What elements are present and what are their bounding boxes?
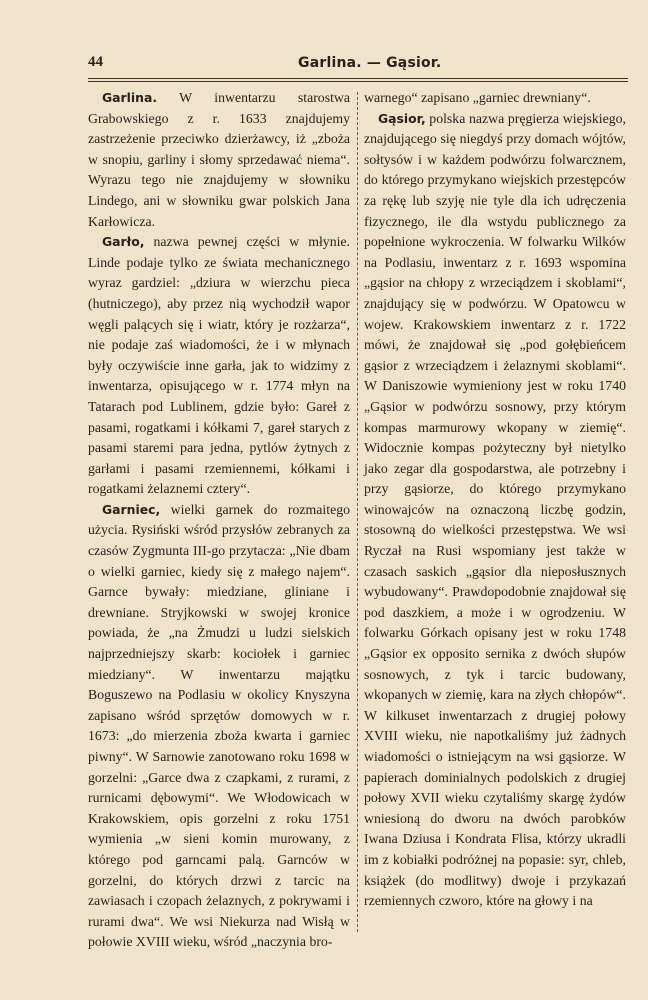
entry-garniec — [88, 500, 350, 953]
entry-text: nazwa pewnej części w młynie. Linde podaje tylko ze świata mechanicznego wyraz gardziel: „dziura w wierzchu pieca (hutniczego), aby przez nią wychodził wapor węgli palących się i wiatr, który je rozżarza“, nie podaje zaś wiadomości, że i w młynach były oczywiście inne garła, jak to widzimy z inwentarza, opisującego w r. 1774 młyn na Tatarach pod Lublinem, gdzie było: Gareł z pasami, rogatkami i kółkami 7, gareł starych z pasami staremi para jedna, pytlów żytnych z garłami i pasami rzemiennemi, kółkami i rogatkami żelaznemi cztery“. — [88, 234, 350, 497]
entry-garlina — [88, 88, 350, 232]
header-rule — [88, 78, 628, 79]
left-column — [88, 88, 350, 953]
entry-term: Garniec, — [102, 501, 161, 517]
entry-text: W inwentarzu starostwa Grabowskiego z r. 1633 znajdujemy zastrzeżenie przeciwko dzierżawcy, iż „zboża w snopiu, garliny i słomy sprzedawać niema“. Wyrazu tego nie znajdujemy w słowniku Lindego, ani w słowniku gwar polskich Jana Karłowicza. — [88, 90, 350, 229]
right-column — [364, 88, 626, 912]
entry-text: polska nazwa pręgierza wiejskiego, znajdującego się niegdyś przy domach wójtów, sołtysów i w każdem podwórzu folwarcznem, do którego przymykano wiejskich przestępców za rękę lub szyję nie tyle dla ich udręczenia fizycznego, ile dla wstydu publicznego za popełnione wykroczenia. W folwarku Wilków na Podlasiu, inwentarz z r. 1693 wspomina „gąsior na chłopy z wrzeciądzem i skoblami“, znajdujący się w podwórzu. W Opatowcu w wojew. Krakowskiem inwentarz z r. 1722 mówi, że znajdował się „pod gołębieńcem gąsior z wrzeciądzem i żelaznymi skoblami“. W Daniszowie wymieniony jest w roku 1740 „Gąsior w podwórzu sosnowy, przy którym kompas marmurowy wkopany w ziemię“. Widocznie kompas pożyteczny był nietylko jako zegar dla gospodarstwa, ale potrzebny i przy gąsiorze, do którego przymykano winowajców na oznaczoną liczbę godzin, stosowną do wielkości przestępstwa. We wsi Ryczał na Rusi wspomiany jest także w czasach saskich „gąsior dla nieposłusznych wybudowany“. Prawdopodobnie znajdował się pod daszkiem, a może i w ogrodzeniu. W folwarku Górkach opisany jest w roku 1748 „Gąsior ex opposito sernika z dwóch słupów sosnowych, z tyk i tarcic budowany, wkopanych w ziemię, kara na złych chłopów“. W kilkuset inwentarzach z drugiej połowy XVIII wieku, nie napotkaliśmy już żadnych wiadomości o istniejącym na wsi gąsiorze. W papierach dominialnych podolskich z drugiej połowy XVII wieku czytaliśmy skargę żydów wniesioną do dworu na dwóch parobków Iwana Dziusa i Kondrata Flisa, którzy ukradli im z kobiałki podróżnej na popasie: syr, chleb, książek (do modlitwy) dwoje i przykazań rzemiennych czworo, które na głowy i na — [364, 110, 626, 909]
running-head: Garlina. — Gąsior. — [298, 55, 442, 71]
entry-garlo — [88, 232, 350, 500]
entry-term: Garlina. — [102, 90, 158, 105]
header-rule-double — [88, 81, 628, 82]
entry-term: Garło, — [102, 234, 145, 250]
entry-continuation: warnego“ zapisano „garniec drewniany“. — [364, 90, 591, 105]
entry-term: Gąsior, — [378, 110, 426, 126]
column-divider — [357, 92, 358, 932]
entry-gasior — [364, 109, 626, 912]
page-number: 44 — [88, 54, 103, 70]
page-header — [88, 52, 628, 76]
entry-text: wielki garnek do rozmaitego użycia. Rysiński wśród przysłów zebranych za czasów Zygmunta III-go przytacza: „Nie dbam o wielki garniec, kiedy się z małego najem“. Garnce bywały: miedziane, gliniane i drewniane. Stryjkowski w swojej kronice powiada, że „na Żmudzi u ludzi sielskich najprzedniejszy skarb: kociołek i garniec miedziany“. W inwentarzu majątku Boguszewo na Podlasiu w okolicy Knyszyna zapisano wśród sprzętów domowych w r. 1673: „do mierzenia zboża kwarta i garniec piwny“. W Sarnowie zanotowano roku 1698 w gorzelni: „Garce dwa z czapkami, z rurami, z rurnicami dębowymi“. We Włodowicach w Krakowskiem, opis gorzelni z roku 1751 wymienia „w sieni komin murowany, z którego pod garncami palą. Garnców w gorzelni, do których drzwi z tarcic na zawiasach i czopach żelaznych, z pokrywami i rurami dwa“. We wsi Niekurza nad Wisłą w połowie XVIII wieku, wśród „naczynia bro- — [88, 501, 350, 950]
